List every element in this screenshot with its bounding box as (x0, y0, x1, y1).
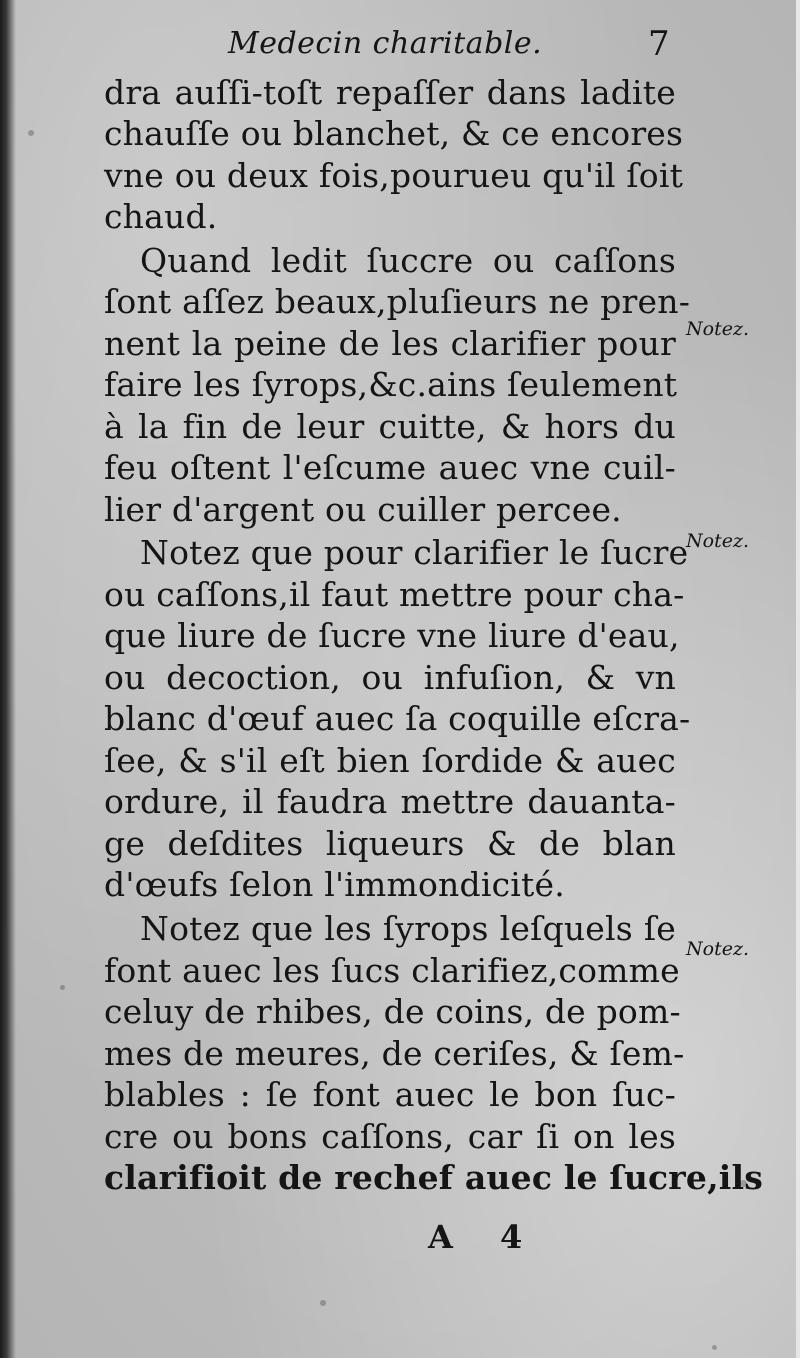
text-line: nent la peine de les clarifier pour (104, 324, 676, 363)
running-head-title: Medecin charitable. (228, 26, 543, 61)
text-line: font auec les ſucs clarifiez,comme (104, 951, 680, 990)
page-number: 7 (648, 24, 670, 64)
text-line: feu oſtent l'eſcume auec vne cuil- (104, 448, 676, 487)
text-line: à la fin de leur cuitte, & hors du (104, 407, 676, 446)
text-line: mes de meures, de ceriſes, & ſem- (104, 1034, 685, 1073)
signature-mark: A 4 (428, 1218, 541, 1256)
text-line: cre ou bons caſſons, car ſi on les (104, 1117, 676, 1156)
text-line: d'œufs ſelon l'immondicité. (104, 865, 565, 904)
text-line: que liure de ſucre vne liure d'eau, (104, 616, 680, 655)
text-line: dra auſſi-toſt repaſſer dans ladite (104, 73, 676, 112)
margin-note: Notez. (686, 938, 749, 960)
text-line: ordure, il faudra mettre dauanta- (104, 782, 676, 821)
text-line: chaud. (104, 197, 218, 236)
text-line: blables : ſe font auec le bon ſuc- (104, 1075, 676, 1114)
text-line: ou decoction, ou infuſion, & vn (104, 658, 676, 697)
text-line: vne ou deux fois,pourueu qu'il ſoit (104, 156, 684, 195)
text-line: clarifioit de rechef auec le ſucre,ils (104, 1158, 764, 1197)
text-line: Quand ledit ſuccre ou caſſons (140, 241, 676, 280)
margin-note: Notez. (686, 530, 749, 552)
text-line: ou caſſons,il faut mettre pour cha- (104, 575, 685, 614)
margin-note: Notez. (686, 318, 749, 340)
text-line: lier d'argent ou cuiller percee. (104, 490, 622, 529)
text-line: ge deſdites liqueurs & de blan (104, 824, 676, 863)
text-line: Notez que pour clarifier le ſucre (140, 533, 689, 572)
text-line: Notez que les ſyrops leſquels ſe (140, 909, 676, 948)
text-line: chauſſe ou blanchet, & ce encores (104, 114, 684, 153)
text-line: ſont aſſez beaux,pluſieurs ne pren- (104, 282, 691, 321)
text-line: blanc d'œuf auec ſa coquille eſcra- (104, 699, 691, 738)
text-line: ſee, & s'il eſt bien ſordide & auec (104, 741, 676, 780)
text-line: faire les ſyrops,&c.ains ſeulement (104, 365, 678, 404)
text-line: celuy de rhibes, de coins, de pom- (104, 992, 681, 1031)
